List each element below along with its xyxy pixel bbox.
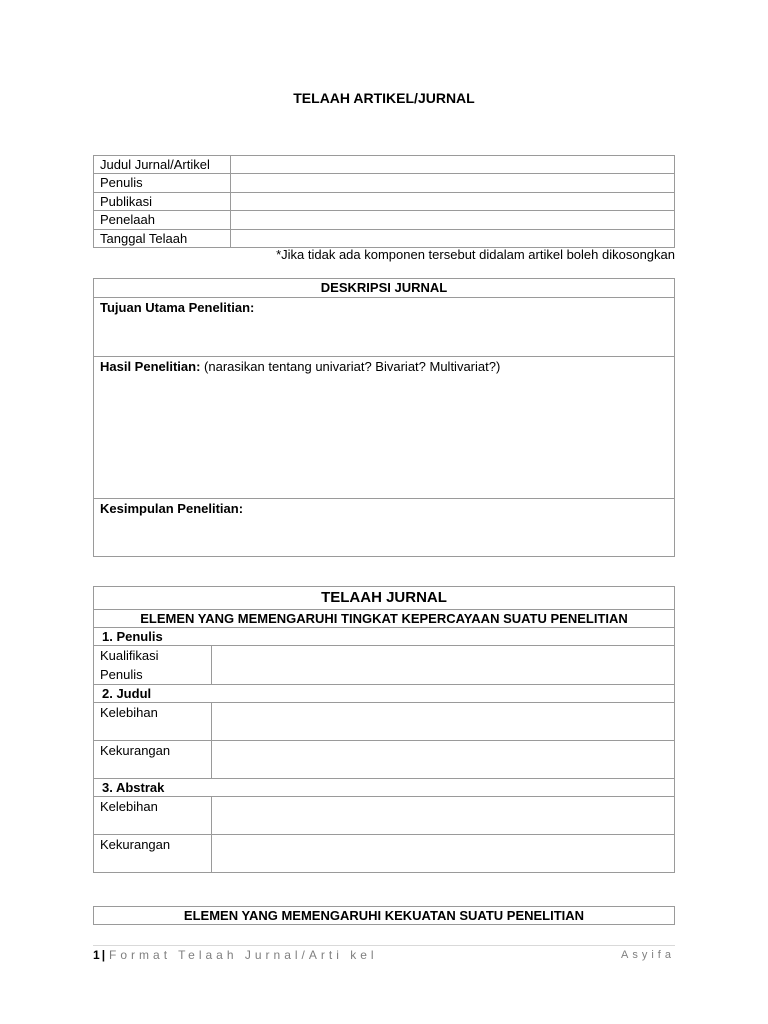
section-label: Kesimpulan Penelitian:	[100, 501, 244, 516]
info-label: Judul Jurnal/Artikel	[94, 156, 231, 174]
research-results-field[interactable]	[94, 357, 675, 499]
info-value-field[interactable]	[231, 192, 675, 210]
abstract-strength-field[interactable]	[212, 797, 675, 835]
author-name: Asyifa	[621, 949, 675, 961]
strength-table	[93, 906, 675, 925]
info-value-field[interactable]	[231, 174, 675, 192]
footer-divider	[93, 945, 675, 946]
section-hint: (narasikan tentang univariat? Bivariat? Multivariat?)	[200, 359, 501, 374]
info-value-field[interactable]	[231, 156, 675, 174]
author-qualification-field[interactable]	[212, 646, 675, 685]
footer-left	[93, 948, 378, 962]
group-heading: 2. Judul	[94, 685, 675, 703]
item-label: Kekurangan	[94, 835, 212, 873]
table-row	[94, 229, 675, 247]
section-label: Tujuan Utama Penelitian:	[100, 300, 255, 315]
group-heading: 1. Penulis	[94, 628, 675, 646]
item-label: Kelebihan	[94, 703, 212, 741]
document-name: Format Telaah Jurnal/Arti kel	[109, 948, 378, 962]
research-conclusion-field[interactable]	[94, 499, 675, 557]
description-table	[93, 278, 675, 557]
footer-separator: |	[101, 948, 106, 962]
info-label: Publikasi	[94, 192, 231, 210]
section-label: Hasil Penelitian:	[100, 359, 201, 374]
review-subtitle: ELEMEN YANG MEMENGARUHI TINGKAT KEPERCAYAAN SUATU PENELITIAN	[94, 610, 675, 628]
abstract-weakness-field[interactable]	[212, 835, 675, 873]
review-title: TELAAH JURNAL	[94, 587, 675, 610]
table-row	[94, 192, 675, 210]
research-aim-field[interactable]	[94, 298, 675, 357]
strength-header: ELEMEN YANG MEMENGARUHI KEKUATAN SUATU PENELITIAN	[94, 907, 675, 925]
item-label: Kelebihan	[94, 797, 212, 835]
page-number: 1	[93, 948, 100, 962]
document-title: TELAAH ARTIKEL/JURNAL	[293, 90, 475, 106]
title-weakness-field[interactable]	[212, 741, 675, 779]
item-label-line: Penulis	[100, 667, 143, 682]
footnote: *Jika tidak ada komponen tersebut didalam artikel boleh dikosongkan	[276, 247, 675, 262]
page-footer	[93, 948, 675, 962]
title-strength-field[interactable]	[212, 703, 675, 741]
group-heading: 3. Abstrak	[94, 779, 675, 797]
info-label: Penelaah	[94, 211, 231, 229]
info-label: Penulis	[94, 174, 231, 192]
item-label	[94, 646, 212, 685]
item-label: Kekurangan	[94, 741, 212, 779]
item-label-line: Kualifikasi	[100, 648, 159, 663]
review-table	[93, 586, 675, 873]
journal-info-table	[93, 155, 675, 248]
table-row	[94, 211, 675, 229]
description-header: DESKRIPSI JURNAL	[94, 279, 675, 298]
info-value-field[interactable]	[231, 229, 675, 247]
table-row	[94, 174, 675, 192]
info-value-field[interactable]	[231, 211, 675, 229]
table-row	[94, 156, 675, 174]
info-label: Tanggal Telaah	[94, 229, 231, 247]
